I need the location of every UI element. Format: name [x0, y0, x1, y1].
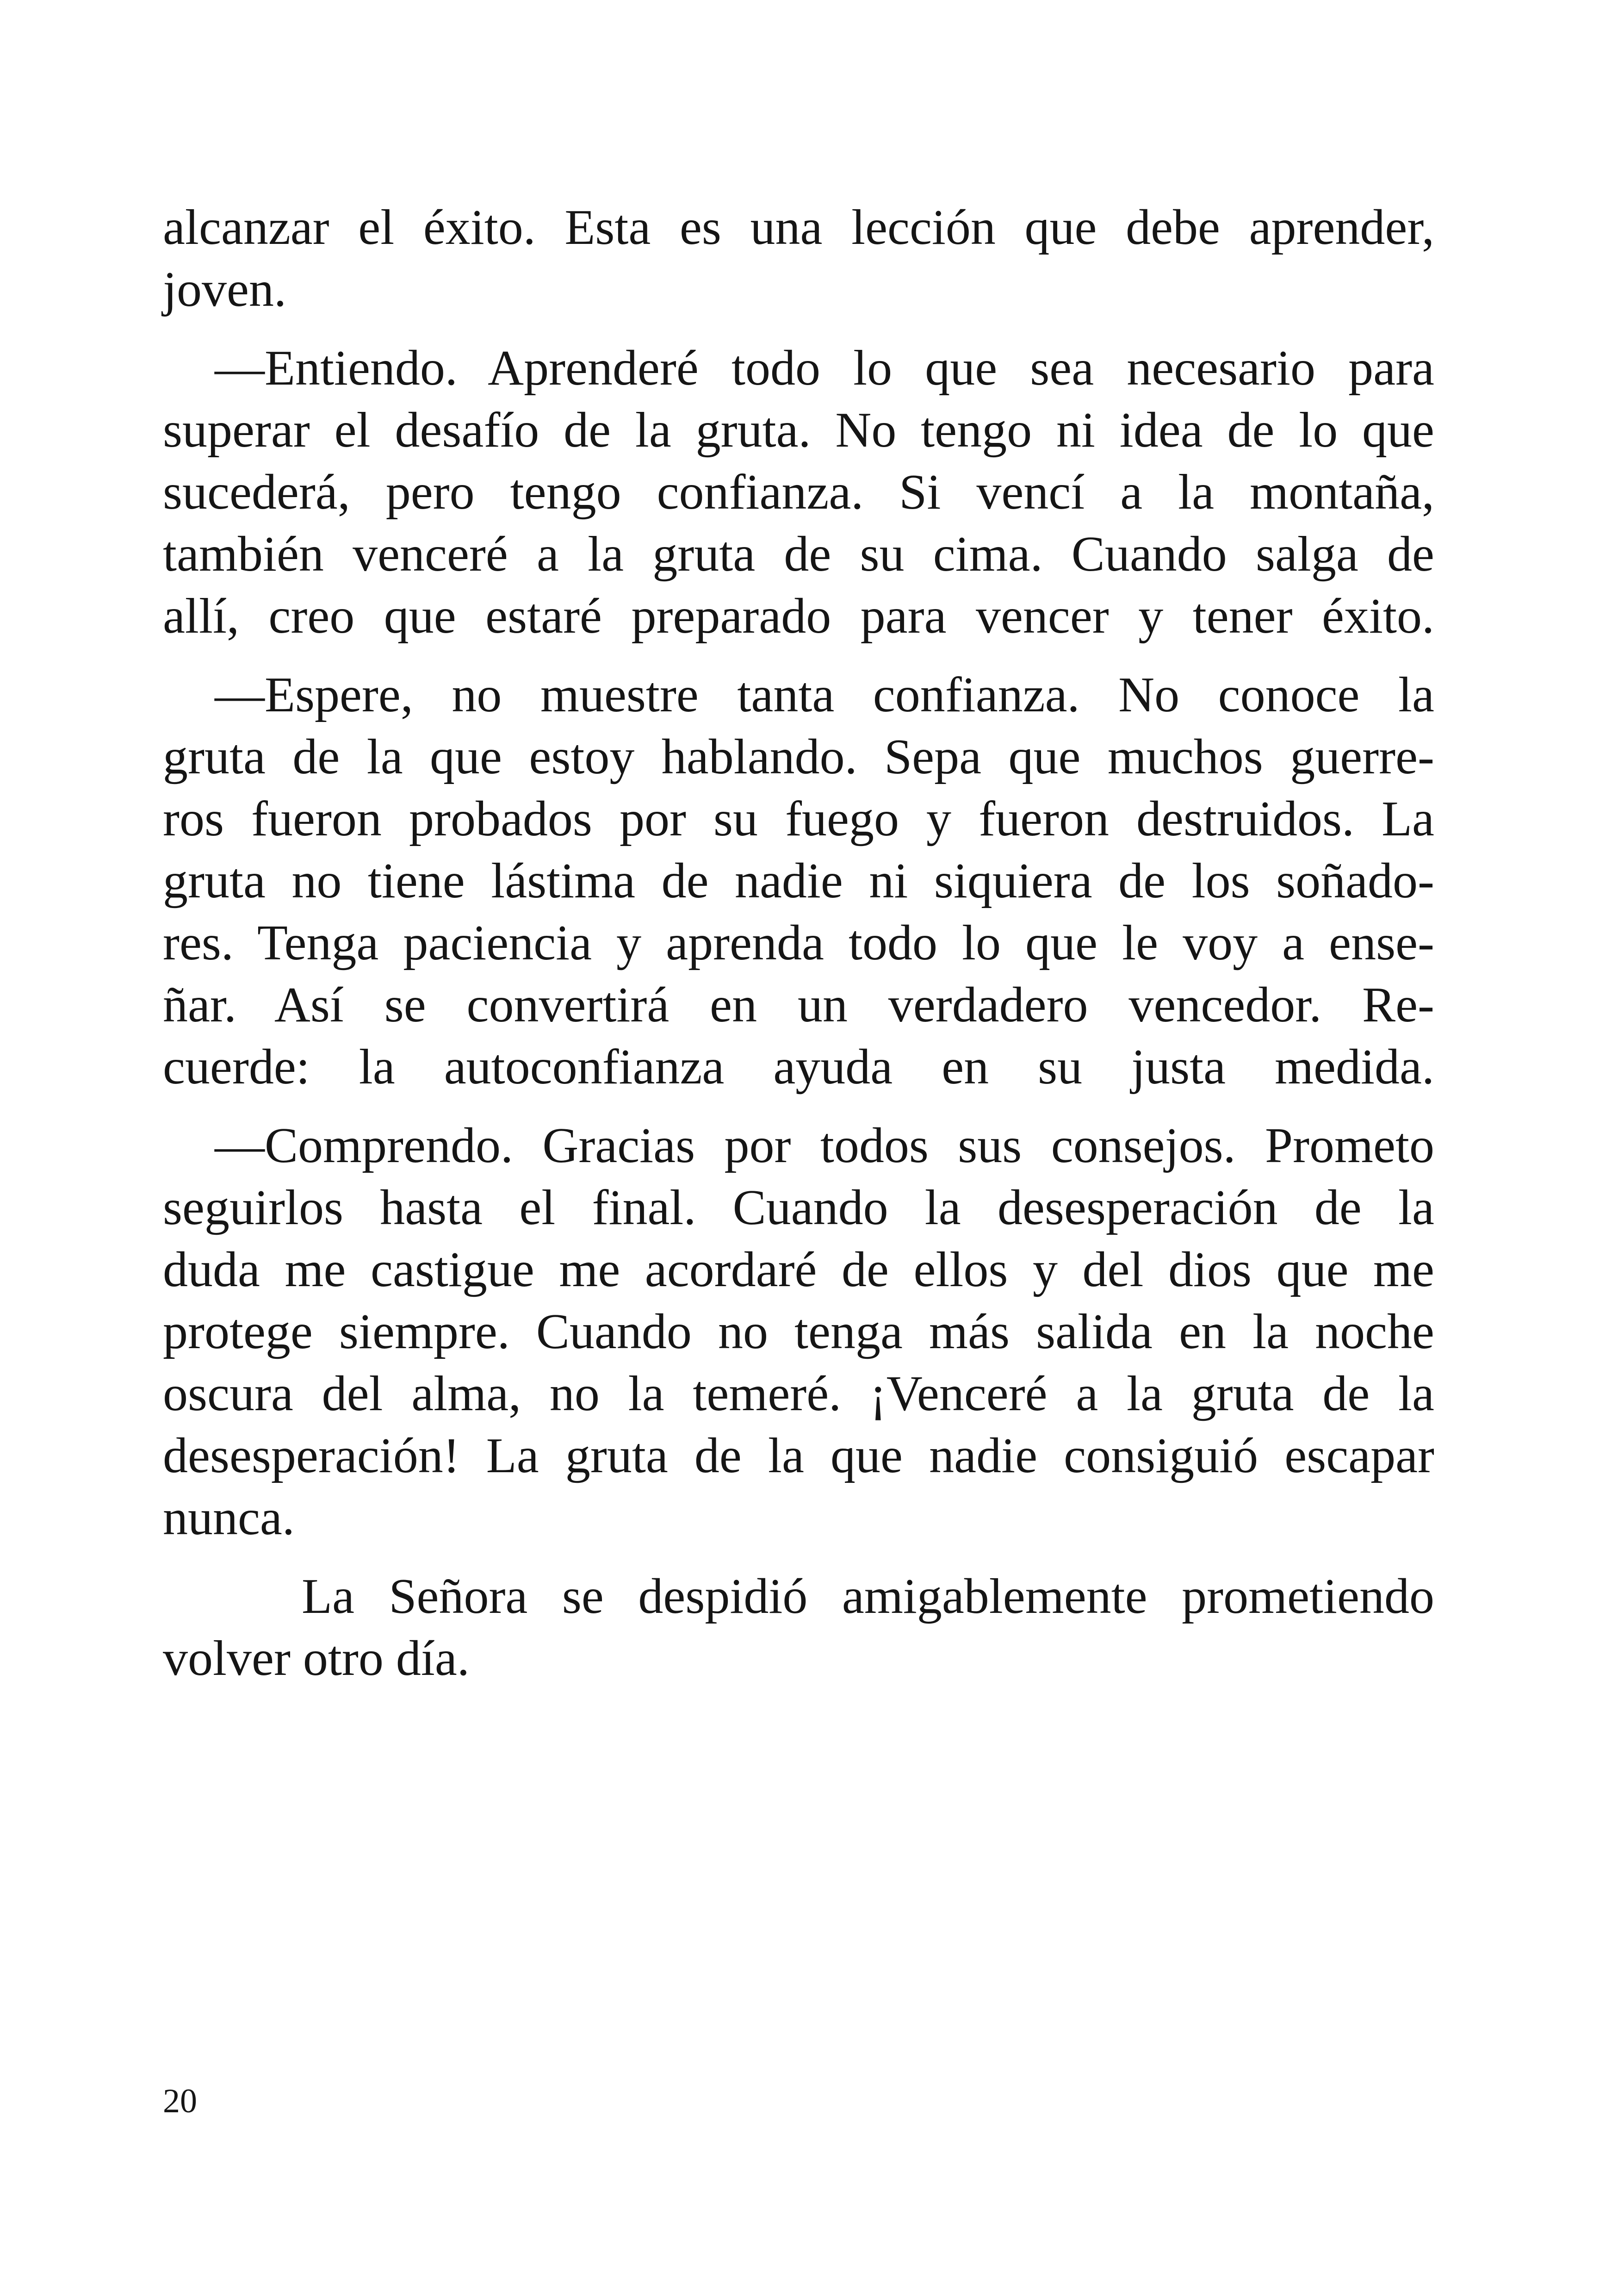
text-line: duda me castigue me acordaré de ellos y del dios que me — [163, 1242, 1434, 1297]
text-line: —Espere, no muestre tanta confianza. No conoce la — [215, 667, 1434, 722]
text-line: seguirlos hasta el final. Cuando la desesperación de la — [163, 1180, 1434, 1235]
text-line: —Entiendo. Aprenderé todo lo que sea necesario para — [215, 341, 1434, 396]
paragraph-gap — [163, 1098, 1434, 1115]
paragraph-gap — [163, 647, 1434, 664]
text-line: también venceré a la gruta de su cima. Cuando salga de — [163, 527, 1434, 582]
text-line: ros fueron probados por su fuego y fueron destruidos. La — [163, 791, 1434, 846]
text-line: cuerde: la autoconfianza ayuda en su justa medida. — [163, 1039, 1434, 1095]
text-line: La Señora se despidió amigablemente prometiendo — [302, 1569, 1434, 1624]
paragraph-gap — [163, 1549, 1434, 1566]
body-text — [163, 197, 1434, 1690]
text-line: gruta de la que estoy hablando. Sepa que muchos guerre- — [163, 729, 1434, 784]
text-line: res. Tenga paciencia y aprenda todo lo que le voy a ense- — [163, 915, 1434, 971]
text-line: nunca. — [163, 1490, 295, 1545]
text-line: volver otro día. — [163, 1631, 470, 1686]
text-line: ñar. Así se convertirá en un verdadero vencedor. Re- — [163, 977, 1434, 1033]
paragraph-gap — [163, 321, 1434, 337]
text-line: joven. — [163, 262, 286, 317]
text-line: gruta no tiene lástima de nadie ni siquiera de los soñado- — [163, 853, 1434, 908]
text-line: superar el desafío de la gruta. No tengo ni idea de lo que — [163, 403, 1434, 458]
text-line: sucederá, pero tengo confianza. Si vencí a la montaña, — [163, 465, 1434, 520]
page-number: 20 — [163, 2082, 197, 2120]
text-line: —Comprendo. Gracias por todos sus consejos. Prometo — [215, 1118, 1434, 1173]
text-line: oscura del alma, no la temeré. ¡Venceré a la gruta de la — [163, 1366, 1434, 1421]
text-line: alcanzar el éxito. Esta es una lección que debe aprender, — [163, 200, 1434, 255]
text-line: desesperación! La gruta de la que nadie consiguió escapar — [163, 1428, 1434, 1483]
text-line: protege siempre. Cuando no tenga más salida en la noche — [163, 1304, 1434, 1359]
text-line: allí, creo que estaré preparado para vencer y tener éxito. — [163, 589, 1434, 644]
